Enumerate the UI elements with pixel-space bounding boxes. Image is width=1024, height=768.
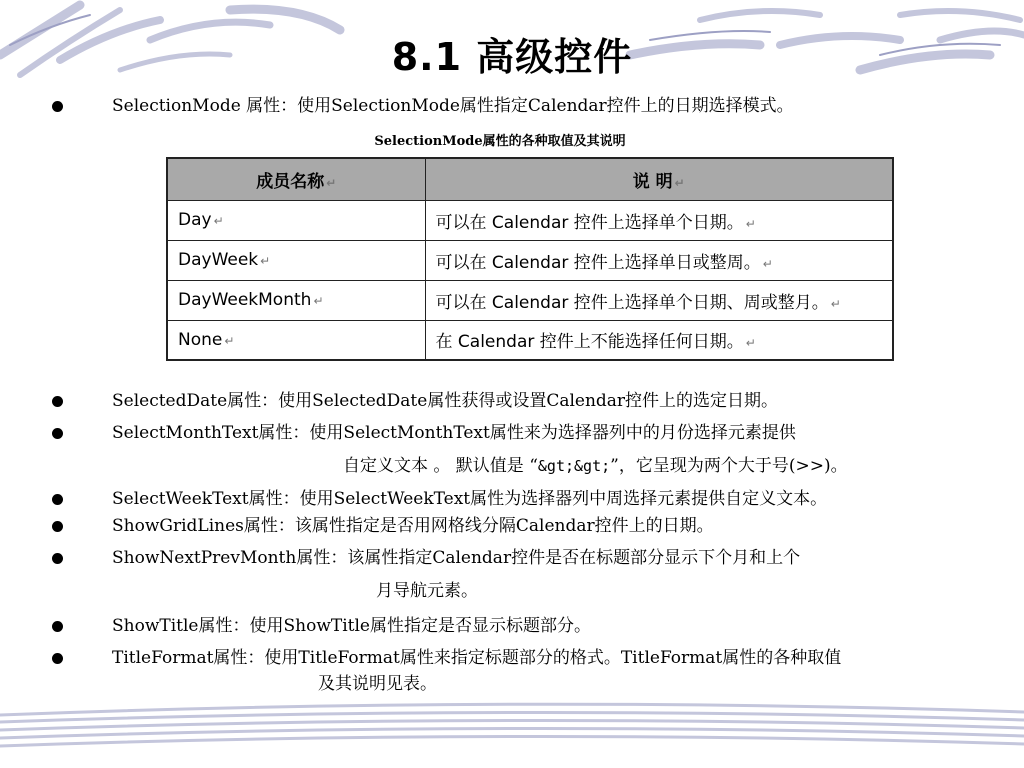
bullet-dot xyxy=(52,428,63,439)
return-mark-icon: ↵ xyxy=(762,256,773,271)
intro-text: SelectionMode 属性：使用SelectionMode属性指定Calendar控件上的日期选择模式。 xyxy=(112,96,794,116)
table-caption: SelectionMode属性的各种取值及其说明 xyxy=(374,134,626,149)
bullet-dot xyxy=(52,521,63,532)
return-mark-icon: ↵ xyxy=(674,175,685,190)
table-row xyxy=(167,240,893,280)
bullet-dot xyxy=(52,494,63,505)
bullet-text-select-month-text: SelectMonthText属性：使用SelectMonthText属性来为选择器列中的月份选择元素提供 xyxy=(112,423,796,443)
table-cell: 在 Calendar 控件上不能选择任何日期。 ↵ xyxy=(425,320,893,360)
table-cell: 可以在 Calendar 控件上选择单日或整周。 ↵ xyxy=(425,240,893,280)
table-header-row xyxy=(167,158,893,200)
bullet-text-title-format: TitleFormat属性：使用TitleFormat属性来指定标题部分的格式。TitleFormat属性的各种取值 xyxy=(112,648,842,668)
return-mark-icon: ↵ xyxy=(313,294,324,308)
return-mark-icon: ↵ xyxy=(224,333,235,348)
bullet-text-show-grid-lines: ShowGridLines属性：该属性指定是否用网格线分隔Calendar控件上的日期。 xyxy=(112,516,714,536)
return-mark-icon: ↵ xyxy=(260,254,271,268)
bullet-continuation: 月导航元素。 xyxy=(376,581,478,601)
selection-mode-table xyxy=(166,157,894,361)
table-row xyxy=(167,200,893,240)
table-cell: 可以在 Calendar 控件上选择单个日期、周或整月。 ↵ xyxy=(425,280,893,320)
bullet-text-show-next-prev-month: ShowNextPrevMonth属性：该属性指定Calendar控件是否在标题部分显示下个月和上个 xyxy=(112,548,801,568)
bullet-dot xyxy=(52,396,63,407)
table-cell: Day ↵ xyxy=(167,200,425,240)
table-row xyxy=(167,320,893,360)
table-header-cell: 说 明 ↵ xyxy=(425,158,893,200)
table-cell: 可以在 Calendar 控件上选择单个日期。 ↵ xyxy=(425,200,893,240)
return-mark-icon: ↵ xyxy=(745,216,756,231)
bullet-text-show-title: ShowTitle属性：使用ShowTitle属性指定是否显示标题部分。 xyxy=(112,616,591,636)
return-mark-icon: ↵ xyxy=(830,296,841,311)
bullet-dot xyxy=(52,653,63,664)
bullet-dot xyxy=(52,621,63,632)
bullet-continuation: 自定义文本 。 默认值是 “&gt;&gt;”，它呈现为两个大于号(>>)。 xyxy=(343,456,848,476)
table-cell: DayWeek ↵ xyxy=(167,240,425,280)
bullet-text-select-week-text: SelectWeekText属性：使用SelectWeekText属性为选择器列中周选择元素提供自定义文本。 xyxy=(112,489,828,509)
table-header-cell: 成员名称 ↵ xyxy=(167,158,425,200)
table-row xyxy=(167,280,893,320)
bullet-dot xyxy=(52,553,63,564)
page-title: 8.1 高级控件 xyxy=(391,35,633,79)
bullet-continuation: 及其说明见表。 xyxy=(318,674,437,694)
table-cell: None ↵ xyxy=(167,320,425,360)
table-cell: DayWeekMonth ↵ xyxy=(167,280,425,320)
bullet-text-selected-date: SelectedDate属性：使用SelectedDate属性获得或设置Calendar控件上的选定日期。 xyxy=(112,391,779,411)
bullet-dot xyxy=(52,101,63,112)
return-mark-icon: ↵ xyxy=(745,336,756,351)
return-mark-icon: ↵ xyxy=(213,214,224,228)
return-mark-icon: ↵ xyxy=(326,175,337,190)
